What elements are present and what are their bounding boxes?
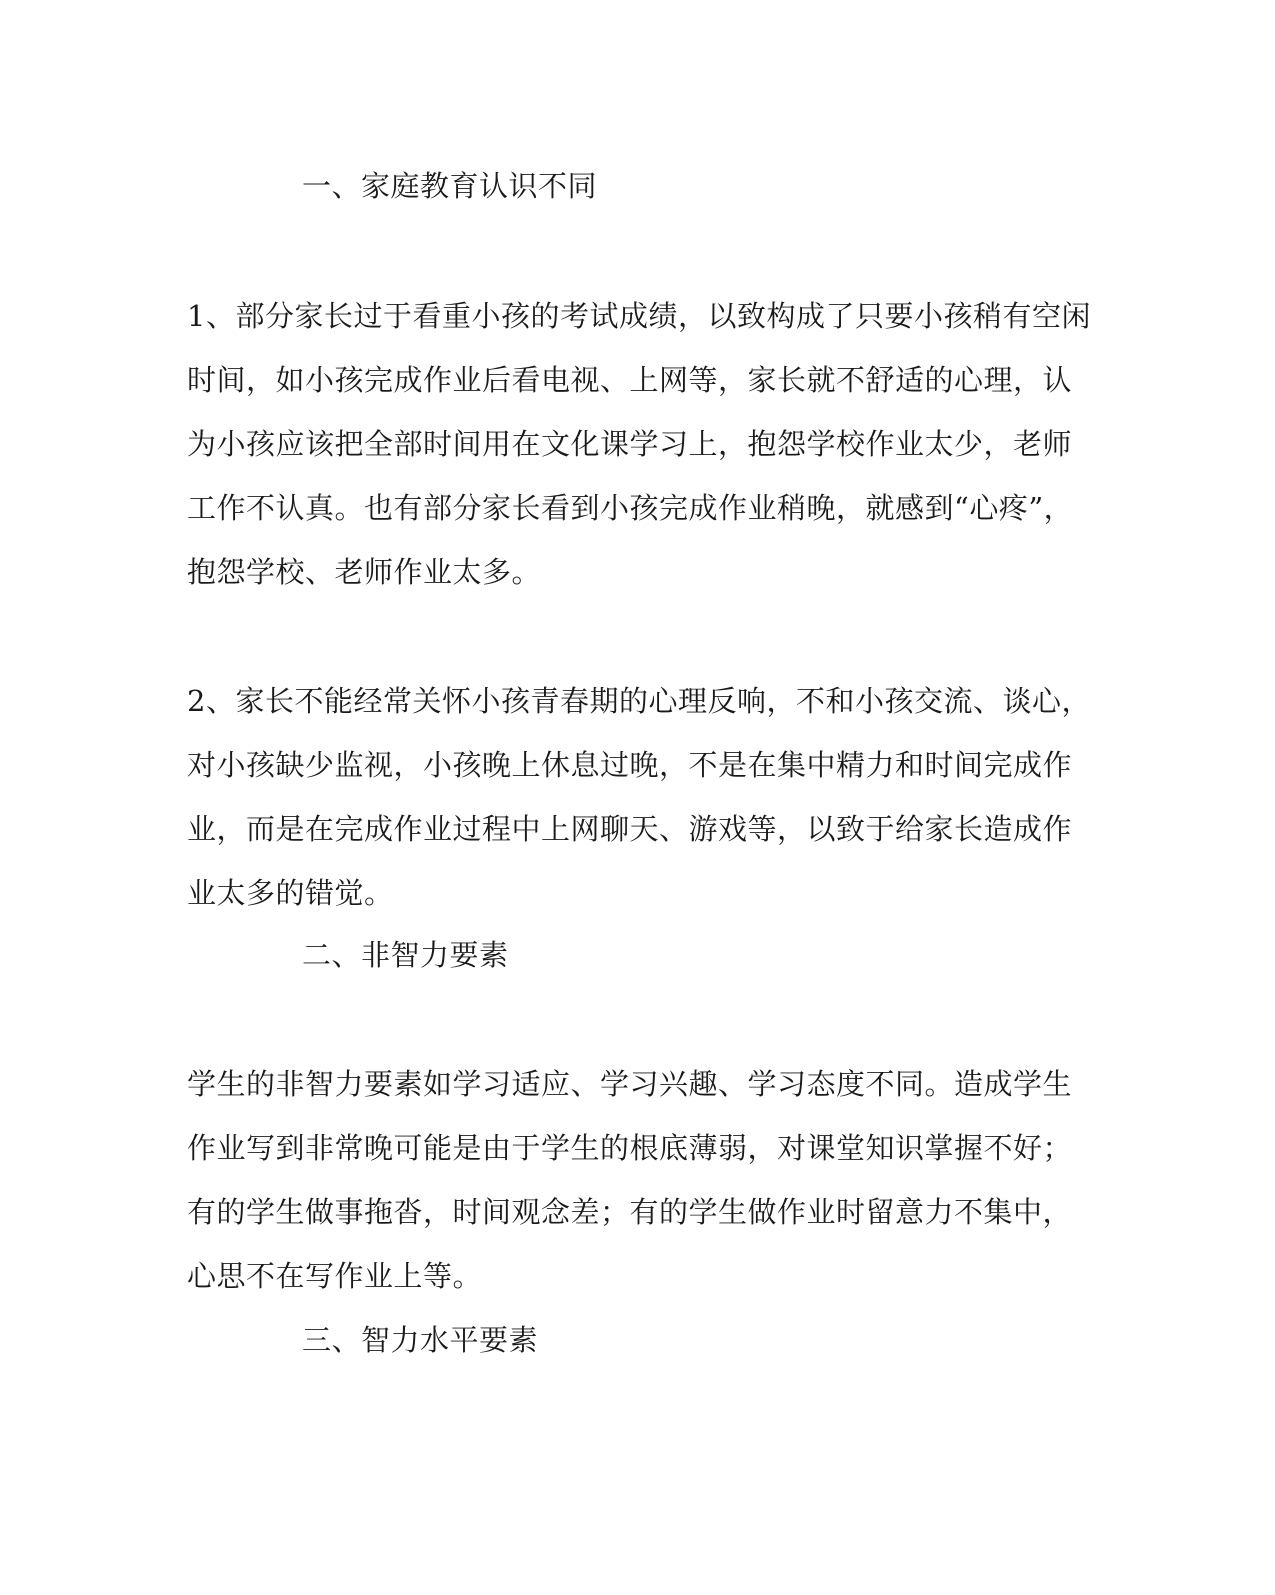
paragraph-3-line-4: 心思不在写作业上等。: [187, 1259, 483, 1293]
paragraph-1-line-3: 为小孩应该把全部时间用在文化课学习上，抱怨学校作业太少，老师: [187, 427, 1073, 461]
paragraph-1-line-4: 工作不认真。也有部分家长看到小孩完成作业稍晚，就感到“心疼”，: [187, 491, 1074, 525]
section-heading-1: 一、家庭教育认识不同: [302, 169, 598, 203]
paragraph-3-line-1: 学生的非智力要素如学习适应、学习兴趣、学习态度不同。造成学生: [187, 1067, 1073, 1101]
paragraph-3-line-2: 作业写到非常晚可能是由于学生的根底薄弱，对课堂知识掌握不好；: [187, 1131, 1073, 1165]
paragraph-2-line-3: 业，而是在完成作业过程中上网聊天、游戏等，以致于给家长造成作: [187, 812, 1073, 846]
paragraph-2-line-2: 对小孩缺少监视，小孩晚上休息过晚，不是在集中精力和时间完成作: [187, 748, 1073, 782]
paragraph-2-line-4: 业太多的错觉。: [187, 876, 394, 910]
section-heading-2: 二、非智力要素: [302, 938, 509, 972]
section-heading-3: 三、智力水平要素: [302, 1323, 539, 1357]
paragraph-1-line-1: 1、部分家长过于看重小孩的考试成绩，以致构成了只要小孩稍有空闲: [187, 299, 1091, 333]
paragraph-1-line-5: 抱怨学校、老师作业太多。: [187, 555, 542, 589]
paragraph-2-line-1: 2、家长不能经常关怀小孩青春期的心理反响，不和小孩交流、谈心，: [187, 684, 1091, 718]
paragraph-1-line-2: 时间，如小孩完成作业后看电视、上网等，家长就不舒适的心理，认: [187, 363, 1073, 397]
paragraph-3-line-3: 有的学生做事拖沓，时间观念差；有的学生做作业时留意力不集中，: [187, 1195, 1073, 1229]
